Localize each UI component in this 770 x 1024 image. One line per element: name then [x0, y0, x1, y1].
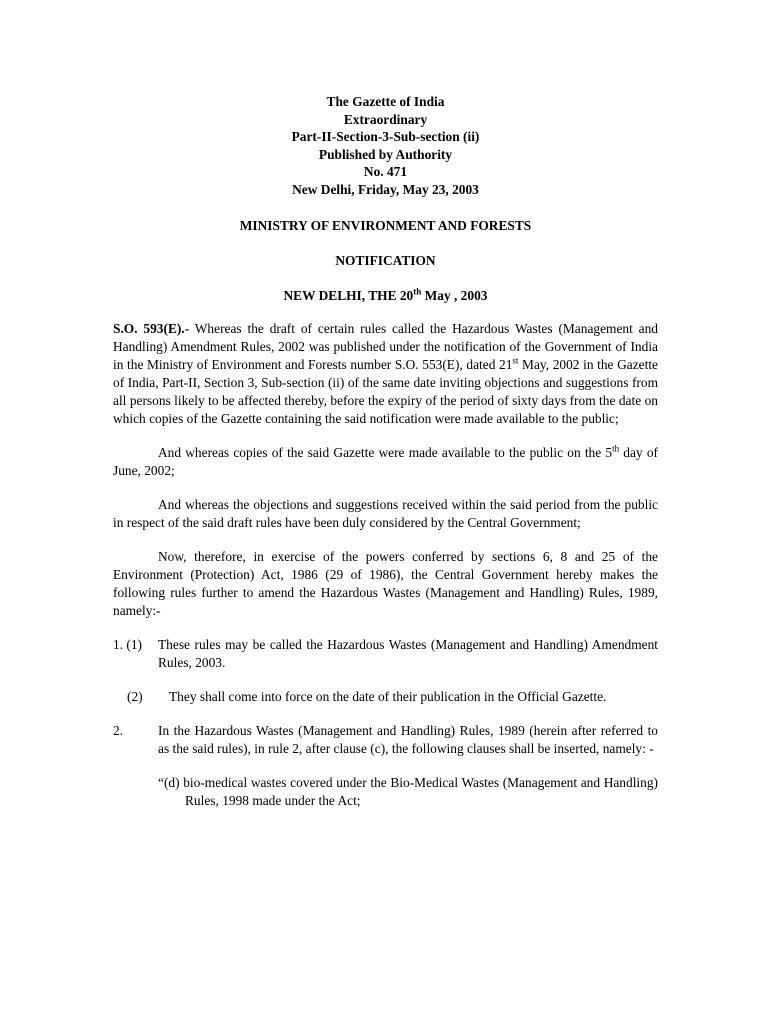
dateline-sup: th	[413, 286, 422, 297]
whereas-copies-text-b: day of June, 2002;	[113, 444, 658, 478]
dateline-pre: NEW DELHI, THE 20	[283, 287, 414, 303]
gazette-header	[113, 93, 658, 199]
rule-1-1	[113, 636, 658, 672]
gazette-authority: Published by Authority	[318, 146, 453, 162]
notification-heading: NOTIFICATION	[335, 252, 436, 268]
dateline	[113, 287, 658, 305]
rule-1-2-text: They shall come into force on the date of their publication in the Official Gazette.	[169, 688, 607, 704]
gazette-date: New Delhi, Friday, May 23, 2003	[292, 181, 479, 197]
ministry-heading: MINISTRY OF ENVIRONMENT AND FORESTS	[239, 217, 532, 233]
rule-1-2	[113, 688, 658, 706]
preamble-sup: st	[512, 355, 519, 366]
whereas-copies-text-a: And whereas copies of the said Gazette were made available to the public on the 5	[158, 444, 613, 460]
gazette-part: Part-II-Section-3-Sub-section (ii)	[291, 129, 480, 145]
rule-1-1-text: These rules may be called the Hazardous Wastes (Management and Handling) Amendment Rules, 2003.	[158, 636, 658, 670]
preamble-text-b: May, 2002 in the Gazette of India, Part-II, Section 3, Sub-section (ii) of the same date inviting objections and suggestions from all persons likely to be affected thereby, before the expiry of the period of sixty days from the date on which copies of the Gazette containing the said notification were made available to the public;	[113, 356, 658, 426]
preamble-text-a: Whereas the draft of certain rules called the Hazardous Wastes (Management and Handling) Amendment Rules, 2002 was published under the notification of the Government of India in the Ministry of Environment and Forests number S.O. 553(E), dated 21	[113, 320, 658, 372]
rule-2	[113, 722, 658, 758]
gazette-title: The Gazette of India	[326, 94, 445, 109]
rule-2-number: 2.	[113, 722, 124, 738]
dateline-post: May , 2003	[421, 287, 488, 303]
clause-d: “(d) bio-medical wastes covered under the Bio-Medical Wastes (Management and Handling) Rules, 1998 made under the Act;	[158, 774, 658, 808]
enacting-paragraph: Now, therefore, in exercise of the powers conferred by sections 6, 8 and 25 of the Environment (Protection) Act, 1986 (29 of 1986), the Central Government hereby makes the following rules further to amend the Hazardous Wastes (Management and Handling) Rules, 1989, namely:-	[113, 548, 658, 618]
gazette-edition: Extraordinary	[343, 111, 428, 127]
whereas-objections-paragraph: And whereas the objections and suggestions received within the said period from the public in respect of the said draft rules have been duly considered by the Central Government;	[113, 496, 658, 530]
gazette-page	[113, 93, 658, 810]
preamble-paragraph	[113, 320, 658, 428]
whereas-copies-paragraph	[113, 444, 658, 480]
rule-1-2-number: (2)	[127, 688, 143, 704]
rule-2-text: In the Hazardous Wastes (Management and Handling) Rules, 1989 (herein after referred to as the said rules), in rule 2, after clause (c), the following clauses shall be inserted, namely: -	[158, 722, 658, 756]
so-number: S.O. 593(E).-	[113, 320, 190, 336]
whereas-copies-sup: th	[612, 443, 620, 454]
gazette-number: No. 471	[363, 164, 408, 180]
rule-1-1-number: 1. (1)	[113, 636, 143, 652]
